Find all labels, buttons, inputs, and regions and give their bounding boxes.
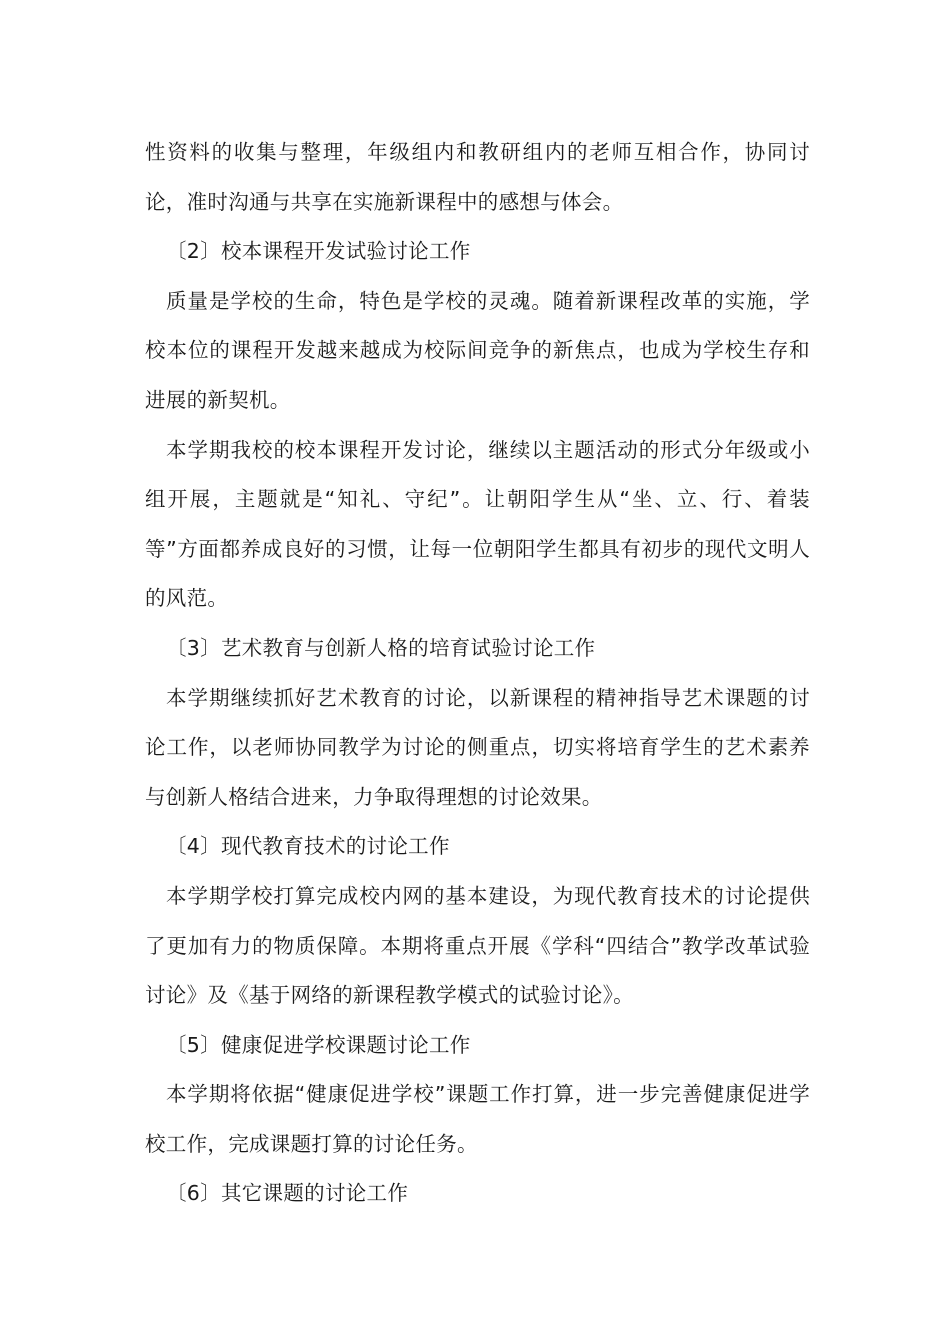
section-heading-2: 〔2〕校本课程开发试验讨论工作	[166, 239, 471, 264]
paragraph-education-technology: 本学期学校打算完成校内网的基本建设，为现代教育技术的讨论提供了更加有力的物质保障。本期将重点开展《学科“四结合”教学改革试验讨论》及《基于网络的新课程教学模式的试验讨论》。	[145, 883, 810, 1008]
document-body	[145, 128, 810, 1219]
section-heading-3: 〔3〕艺术教育与创新人格的培育试验讨论工作	[166, 635, 596, 660]
paragraph-continued: 性资料的收集与整理，年级组内和教研组内的老师互相合作，协同讨论，准时沟通与共享在实施新课程中的感想与体会。	[145, 140, 810, 214]
section-heading-5: 〔5〕健康促进学校课题讨论工作	[166, 1032, 471, 1057]
paragraph-quality: 质量是学校的生命，特色是学校的灵魂。随着新课程改革的实施，学校本位的课程开发越来越成为校际间竞争的新焦点，也成为学校生存和进展的新契机。	[145, 288, 810, 412]
paragraph-school-curriculum: 本学期我校的校本课程开发讨论，继续以主题活动的形式分年级或小组开展，主题就是“知礼、守纪”。让朝阳学生从“坐、立、行、着装等”方面都养成良好的习惯，让每一位朝阳学生都具有初步的现代文明人的风范。	[145, 437, 810, 611]
paragraph-health-promotion: 本学期将依据“健康促进学校”课题工作打算，进一步完善健康促进学校工作，完成课题打算的讨论任务。	[145, 1082, 810, 1156]
section-heading-6: 〔6〕其它课题的讨论工作	[166, 1181, 409, 1206]
section-heading-4: 〔4〕现代教育技术的讨论工作	[166, 834, 450, 859]
paragraph-art-education: 本学期继续抓好艺术教育的讨论，以新课程的精神指导艺术课题的讨论工作，以老师协同教学为讨论的侧重点，切实将培育学生的艺术素养与创新人格结合进来，力争取得理想的讨论效果。	[145, 685, 810, 809]
